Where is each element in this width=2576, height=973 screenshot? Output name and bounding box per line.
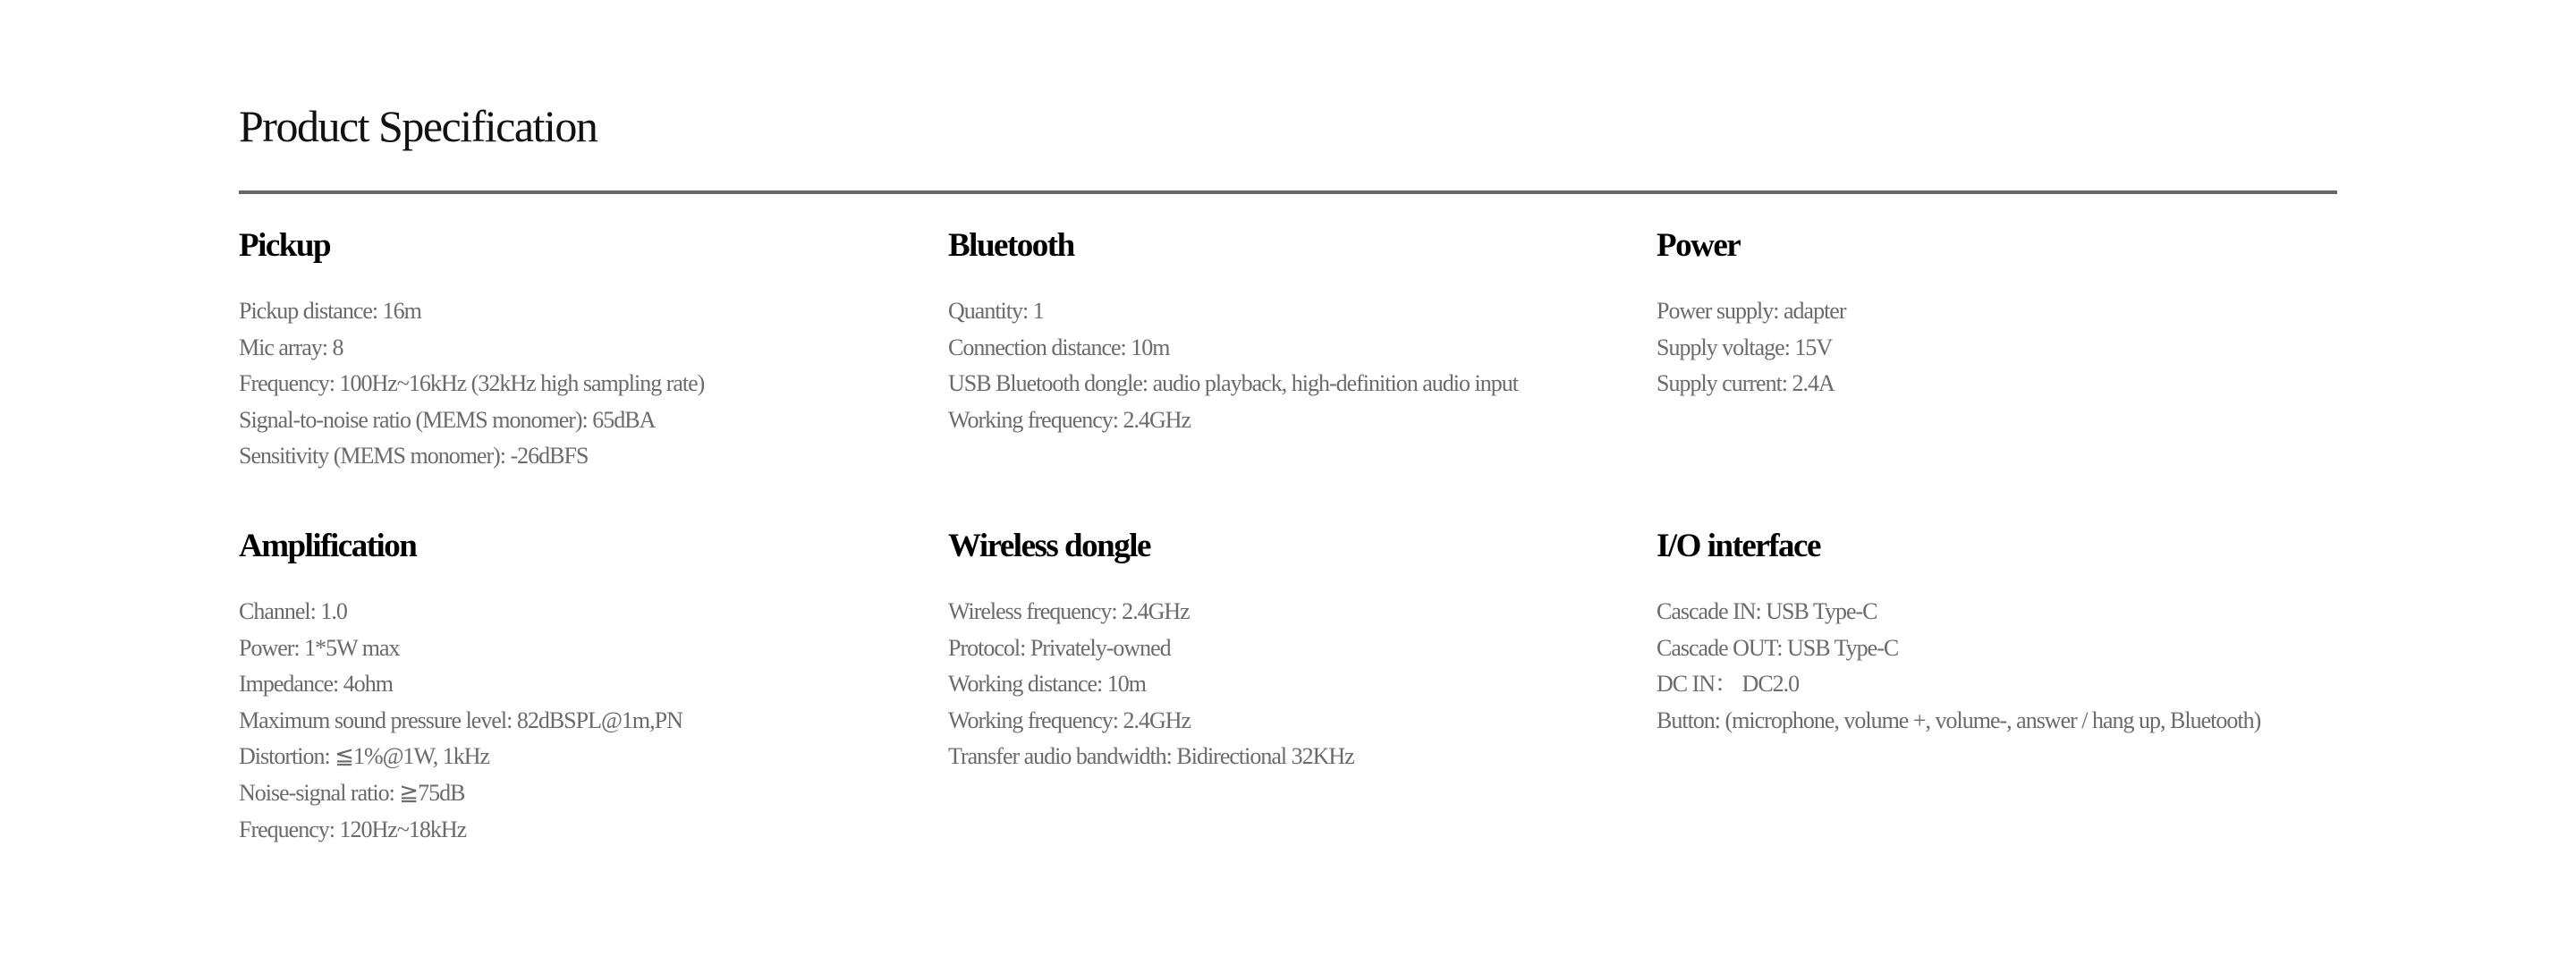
section-title: I/O interface xyxy=(1657,528,1820,564)
spec-item: Frequency: 120Hz~18kHz xyxy=(239,816,467,842)
spec-list xyxy=(239,293,919,475)
spec-item: Maximum sound pressure level: 82dBSPL@1m,PN xyxy=(239,706,682,733)
spec-item: Power: 1*5W max xyxy=(239,634,400,661)
spec-item: Wireless frequency: 2.4GHz xyxy=(948,598,1190,624)
spec-item: Supply current: 2.4A xyxy=(1657,370,1835,397)
spec-item: Power supply: adapter xyxy=(1657,298,1846,324)
page-title: Product Specification xyxy=(239,101,597,151)
section-bluetooth xyxy=(948,224,1628,438)
section-title: Wireless dongle xyxy=(948,528,1150,564)
spec-list xyxy=(1657,293,2336,402)
spec-item: Distortion: ≦1%@1W, 1kHz xyxy=(239,743,490,770)
spec-item: Supply voltage: 15V xyxy=(1657,334,1833,360)
section-title: Power xyxy=(1657,227,1741,264)
spec-item: Signal-to-noise ratio (MEMS monomer): 65dBA xyxy=(239,406,656,433)
spec-item: Connection distance: 10m xyxy=(948,334,1170,360)
spec-item: USB Bluetooth dongle: audio playback, high-definition audio input xyxy=(948,370,1518,397)
spec-item: Noise-signal ratio: ≧75dB xyxy=(239,779,465,806)
section-amplification xyxy=(239,524,919,848)
spec-item: Sensitivity (MEMS monomer): -26dBFS xyxy=(239,443,589,470)
spec-item: Impedance: 4ohm xyxy=(239,671,393,698)
spec-item: Transfer audio bandwidth: Bidirectional 32KHz xyxy=(948,743,1354,770)
spec-item: Cascade IN: USB Type-C xyxy=(1657,598,1877,624)
section-power xyxy=(1657,224,2336,402)
section-title: Bluetooth xyxy=(948,227,1074,264)
spec-item: Working frequency: 2.4GHz xyxy=(948,706,1191,733)
spec-item: Button: (microphone, volume +, volume-, answer / hang up, Bluetooth) xyxy=(1657,706,2261,733)
spec-item: Channel: 1.0 xyxy=(239,598,347,624)
section-wireless-dongle xyxy=(948,524,1628,775)
spec-item: Cascade OUT: USB Type-C xyxy=(1657,634,1899,661)
section-io-interface xyxy=(1657,524,2336,739)
spec-item: Quantity: 1 xyxy=(948,298,1044,324)
spec-list xyxy=(239,594,919,848)
section-pickup xyxy=(239,224,919,475)
spec-item: Working distance: 10m xyxy=(948,671,1146,698)
spec-item: Pickup distance: 16m xyxy=(239,298,421,324)
section-title: Amplification xyxy=(239,528,417,564)
spec-list xyxy=(948,293,1628,438)
spec-item: Protocol: Privately-owned xyxy=(948,634,1171,661)
title-divider xyxy=(239,190,2337,194)
spec-list xyxy=(948,594,1628,775)
spec-item: Frequency: 100Hz~16kHz (32kHz high sampling rate) xyxy=(239,370,705,397)
spec-item: Mic array: 8 xyxy=(239,334,343,360)
spec-item: DC IN： DC2.0 xyxy=(1657,671,1800,698)
spec-item: Working frequency: 2.4GHz xyxy=(948,406,1191,433)
section-title: Pickup xyxy=(239,227,331,264)
spec-list xyxy=(1657,594,2336,739)
